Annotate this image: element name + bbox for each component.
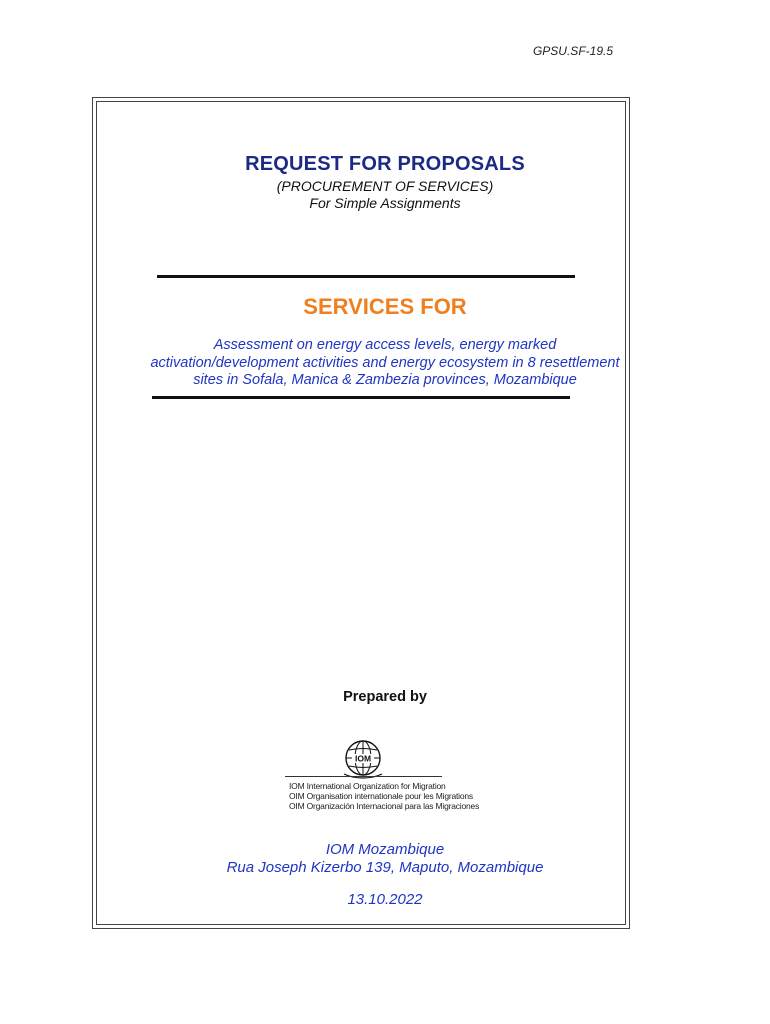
description-line: activation/development activities and energy ecosystem in 8 resettlement <box>150 354 620 371</box>
divider-bottom <box>152 396 570 399</box>
logo-organization-names <box>289 781 479 811</box>
logo-divider <box>285 776 442 777</box>
logo-line: OIM Organisation internationale pour les Migrations <box>289 791 473 801</box>
services-description <box>0 337 770 390</box>
iom-globe-logo-icon <box>342 738 384 780</box>
logo-mark-text: IOM <box>354 753 372 764</box>
subtitle-assignment-type: For Simple Assignments <box>309 195 461 211</box>
page-title: REQUEST FOR PROPOSALS <box>245 153 525 175</box>
subtitle-procurement: (PROCUREMENT OF SERVICES) <box>276 178 494 194</box>
logo-line: OIM Organización Internacional para las Migraciones <box>289 801 480 811</box>
office-name: IOM Mozambique <box>325 841 445 858</box>
description-line: sites in Sofala, Manica & Zambezia provinces, Mozambique <box>193 372 577 388</box>
services-heading: SERVICES FOR <box>303 294 467 319</box>
logo-line: IOM International Organization for Migration <box>289 781 446 791</box>
document-date: 13.10.2022 <box>347 891 423 908</box>
office-address: Rua Joseph Kizerbo 139, Maputo, Mozambique <box>226 859 544 876</box>
prepared-by-label: Prepared by <box>343 689 427 705</box>
divider-top <box>157 275 575 278</box>
description-line: Assessment on energy access levels, energy marked <box>213 337 557 353</box>
document-code: GPSU.SF-19.5 <box>532 44 613 58</box>
